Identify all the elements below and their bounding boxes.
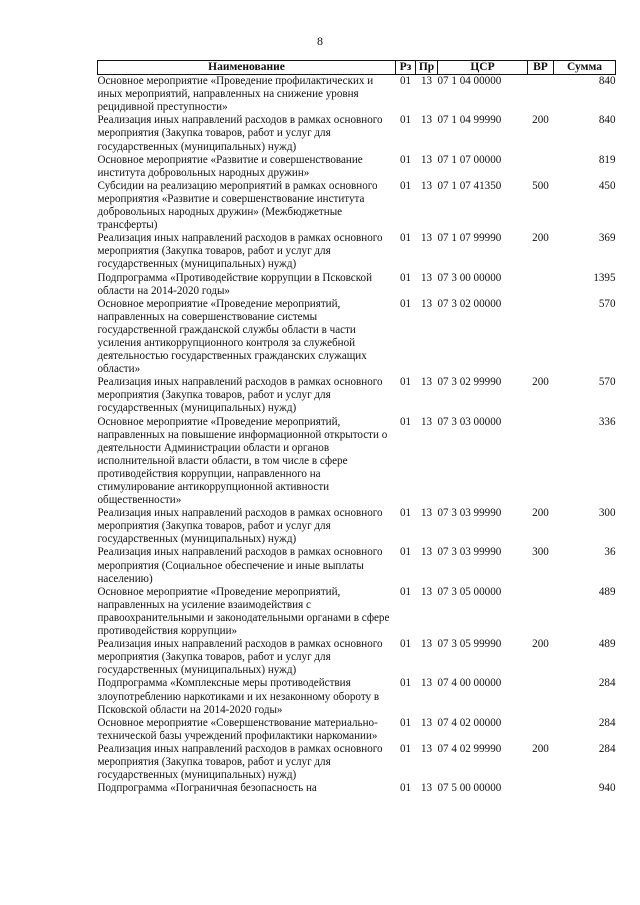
row-sum: 284 — [598, 716, 616, 729]
row-vr — [528, 75, 554, 115]
row-vr: 200 — [532, 507, 549, 520]
table-row — [98, 586, 616, 638]
row-csr: 07 1 04 00000 — [437, 75, 502, 88]
table-row — [98, 743, 616, 782]
row-rz: 01 — [399, 75, 412, 88]
row-sum: 940 — [598, 782, 616, 795]
row-rz: 01 — [399, 638, 412, 651]
row-name: Основное мероприятие «Развитие и совершенствование института добровольных народных дружин» — [97, 153, 363, 179]
row-vr — [528, 416, 554, 508]
row-pr: 13 — [420, 376, 433, 389]
table-row — [98, 507, 616, 546]
row-pr: 13 — [420, 232, 433, 245]
row-vr: 200 — [532, 742, 549, 755]
table-row — [98, 154, 616, 180]
table-row — [98, 114, 616, 153]
row-rz: 01 — [399, 677, 412, 690]
row-sum: 840 — [598, 75, 616, 88]
row-vr — [528, 717, 554, 743]
row-name: Реализация иных направлений расходов в рамках основного мероприятия (Закупка товаров, работ и услуг для государственных (муниципальных) нужд) — [97, 507, 383, 546]
header-name: Наименование — [98, 61, 396, 75]
row-name: Реализация иных направлений расходов в рамках основного мероприятия (Закупка товаров, работ и услуг для государственных (муниципальных) нужд) — [97, 638, 383, 677]
table-header-row — [98, 61, 616, 75]
row-pr: 13 — [420, 179, 433, 192]
table-row — [98, 298, 616, 377]
table-row — [98, 416, 616, 508]
row-rz: 01 — [399, 153, 412, 166]
row-csr: 07 3 02 00000 — [437, 297, 502, 310]
table-row — [98, 677, 616, 716]
row-pr: 13 — [420, 297, 433, 310]
header-csr: ЦСР — [438, 61, 528, 75]
row-pr: 13 — [420, 546, 433, 559]
row-sum: 36 — [604, 546, 616, 559]
row-pr: 13 — [420, 585, 433, 598]
row-pr: 13 — [420, 638, 433, 651]
row-vr — [528, 298, 554, 377]
table-row — [98, 638, 616, 677]
row-csr: 07 3 03 00000 — [437, 415, 502, 428]
row-name: Основное мероприятие «Проведение мероприятий, направленных на совершенствование системы государственной гражданской службы области в части усиления антикоррупционного контроля за служебной деятельностью государственных гражданских служащих области» — [97, 297, 367, 376]
table-row — [98, 232, 616, 271]
row-vr: 200 — [532, 376, 549, 389]
row-rz: 01 — [399, 179, 412, 192]
row-sum: 570 — [598, 376, 616, 389]
header-rz: Рз — [396, 61, 416, 75]
row-name: Подпрограмма «Противодействие коррупции в Псковской области на 2014-2020 годы» — [97, 271, 373, 297]
row-csr: 07 5 00 00000 — [437, 782, 502, 795]
row-name: Реализация иных направлений расходов в рамках основного мероприятия (Закупка товаров, работ и услуг для государственных (муниципальных) нужд) — [97, 376, 383, 415]
row-rz: 01 — [399, 546, 412, 559]
row-vr: 500 — [532, 179, 549, 192]
row-sum: 450 — [598, 179, 616, 192]
row-vr — [528, 154, 554, 180]
row-csr: 07 4 02 00000 — [437, 716, 502, 729]
row-pr: 13 — [420, 271, 433, 284]
row-name: Субсидии на реализацию мероприятий в рамках основного мероприятия «Развитие и совершенствование института добровольных народных дружин» (Межбюджетные трансферты) — [97, 179, 378, 232]
row-pr: 13 — [420, 507, 433, 520]
header-vr: ВР — [528, 61, 554, 75]
header-sum: Сумма — [554, 61, 616, 75]
table-row — [98, 75, 616, 115]
row-sum: 570 — [598, 297, 616, 310]
row-sum: 840 — [598, 114, 616, 127]
row-name: Реализация иных направлений расходов в рамках основного мероприятия (Закупка товаров, работ и услуг для государственных (муниципальных) нужд) — [97, 742, 383, 782]
row-name: Подпрограмма «Пограничная безопасность на — [97, 782, 317, 795]
row-sum: 819 — [598, 153, 616, 166]
row-csr: 07 1 04 99990 — [437, 114, 502, 127]
row-pr: 13 — [420, 153, 433, 166]
row-name: Реализация иных направлений расходов в рамках основного мероприятия (Закупка товаров, работ и услуг для государственных (муниципальных) нужд) — [97, 232, 383, 271]
table-row — [98, 180, 616, 232]
row-name: Основное мероприятие «Проведение профилактических и иных мероприятий, направленных на снижение уровня рецидивной преступности» — [97, 75, 374, 114]
row-name: Реализация иных направлений расходов в рамках основного мероприятия (Закупка товаров, работ и услуг для государственных (муниципальных) нужд) — [97, 114, 383, 153]
row-csr: 07 3 02 99990 — [437, 376, 502, 389]
row-rz: 01 — [399, 742, 412, 755]
row-vr: 200 — [532, 638, 549, 651]
row-sum: 284 — [598, 677, 616, 690]
row-csr: 07 4 02 99990 — [437, 742, 502, 755]
row-rz: 01 — [399, 585, 412, 598]
row-sum: 300 — [598, 507, 616, 520]
row-pr: 13 — [420, 75, 433, 88]
row-rz: 01 — [399, 716, 412, 729]
row-pr: 13 — [420, 782, 433, 795]
row-rz: 01 — [399, 507, 412, 520]
row-csr: 07 1 07 99990 — [437, 232, 502, 245]
row-vr — [528, 782, 554, 795]
row-pr: 13 — [420, 114, 433, 127]
row-name: Основное мероприятие «Совершенствование материально-технической базы учреждений профилактики наркомании» — [97, 716, 378, 742]
row-pr: 13 — [420, 677, 433, 690]
table-row — [98, 546, 616, 585]
row-rz: 01 — [399, 297, 412, 310]
budget-table — [97, 60, 616, 795]
row-pr: 13 — [420, 742, 433, 755]
row-name: Основное мероприятие «Проведение мероприятий, направленных на повышение информационной открытости о деятельности Администрации области и органов исполнительной власти области, в том числе в сфере противодействия коррупции, направленного на стимулирование антикоррупционной активности общественности» — [97, 415, 388, 507]
row-vr: 300 — [532, 546, 549, 559]
page-number: 8 — [317, 34, 323, 48]
table-row — [98, 272, 616, 298]
row-csr: 07 3 03 99990 — [437, 546, 502, 559]
row-csr: 07 3 00 00000 — [437, 271, 502, 284]
table-row — [98, 376, 616, 415]
row-sum: 489 — [598, 638, 616, 651]
row-pr: 13 — [420, 716, 433, 729]
row-rz: 01 — [399, 271, 412, 284]
row-csr: 07 1 07 00000 — [437, 153, 502, 166]
row-sum: 369 — [598, 232, 616, 245]
row-csr: 07 4 00 00000 — [437, 677, 502, 690]
row-sum: 284 — [598, 742, 616, 755]
row-name: Подпрограмма «Комплексные меры противодействия злоупотреблению наркотиками и их незаконному обороту в Псковской области на 2014-2020 годы» — [97, 677, 380, 716]
row-sum: 336 — [598, 415, 616, 428]
row-sum: 1395 — [593, 271, 616, 284]
row-csr: 07 1 07 41350 — [437, 179, 502, 192]
row-rz: 01 — [399, 782, 412, 795]
row-csr: 07 3 03 99990 — [437, 507, 502, 520]
row-sum: 489 — [598, 585, 616, 598]
row-csr: 07 3 05 00000 — [437, 585, 502, 598]
row-name: Реализация иных направлений расходов в рамках основного мероприятия (Социальное обеспечение и иные выплаты населению) — [97, 546, 383, 585]
row-rz: 01 — [399, 415, 412, 428]
table-row — [98, 782, 616, 795]
row-csr: 07 3 05 99990 — [437, 638, 502, 651]
row-rz: 01 — [399, 114, 412, 127]
row-name: Основное мероприятие «Проведение мероприятий, направленных на усиление взаимодействия с правоохранительными и законодательными органами в сфере противодействия коррупции» — [97, 585, 390, 638]
table-body — [98, 75, 616, 796]
row-vr — [528, 586, 554, 638]
row-pr: 13 — [420, 415, 433, 428]
table-row — [98, 717, 616, 743]
header-pr: Пр — [416, 61, 438, 75]
row-vr — [528, 272, 554, 298]
row-rz: 01 — [399, 376, 412, 389]
row-vr — [528, 677, 554, 716]
row-rz: 01 — [399, 232, 412, 245]
row-vr: 200 — [532, 114, 549, 127]
row-vr: 200 — [532, 232, 549, 245]
